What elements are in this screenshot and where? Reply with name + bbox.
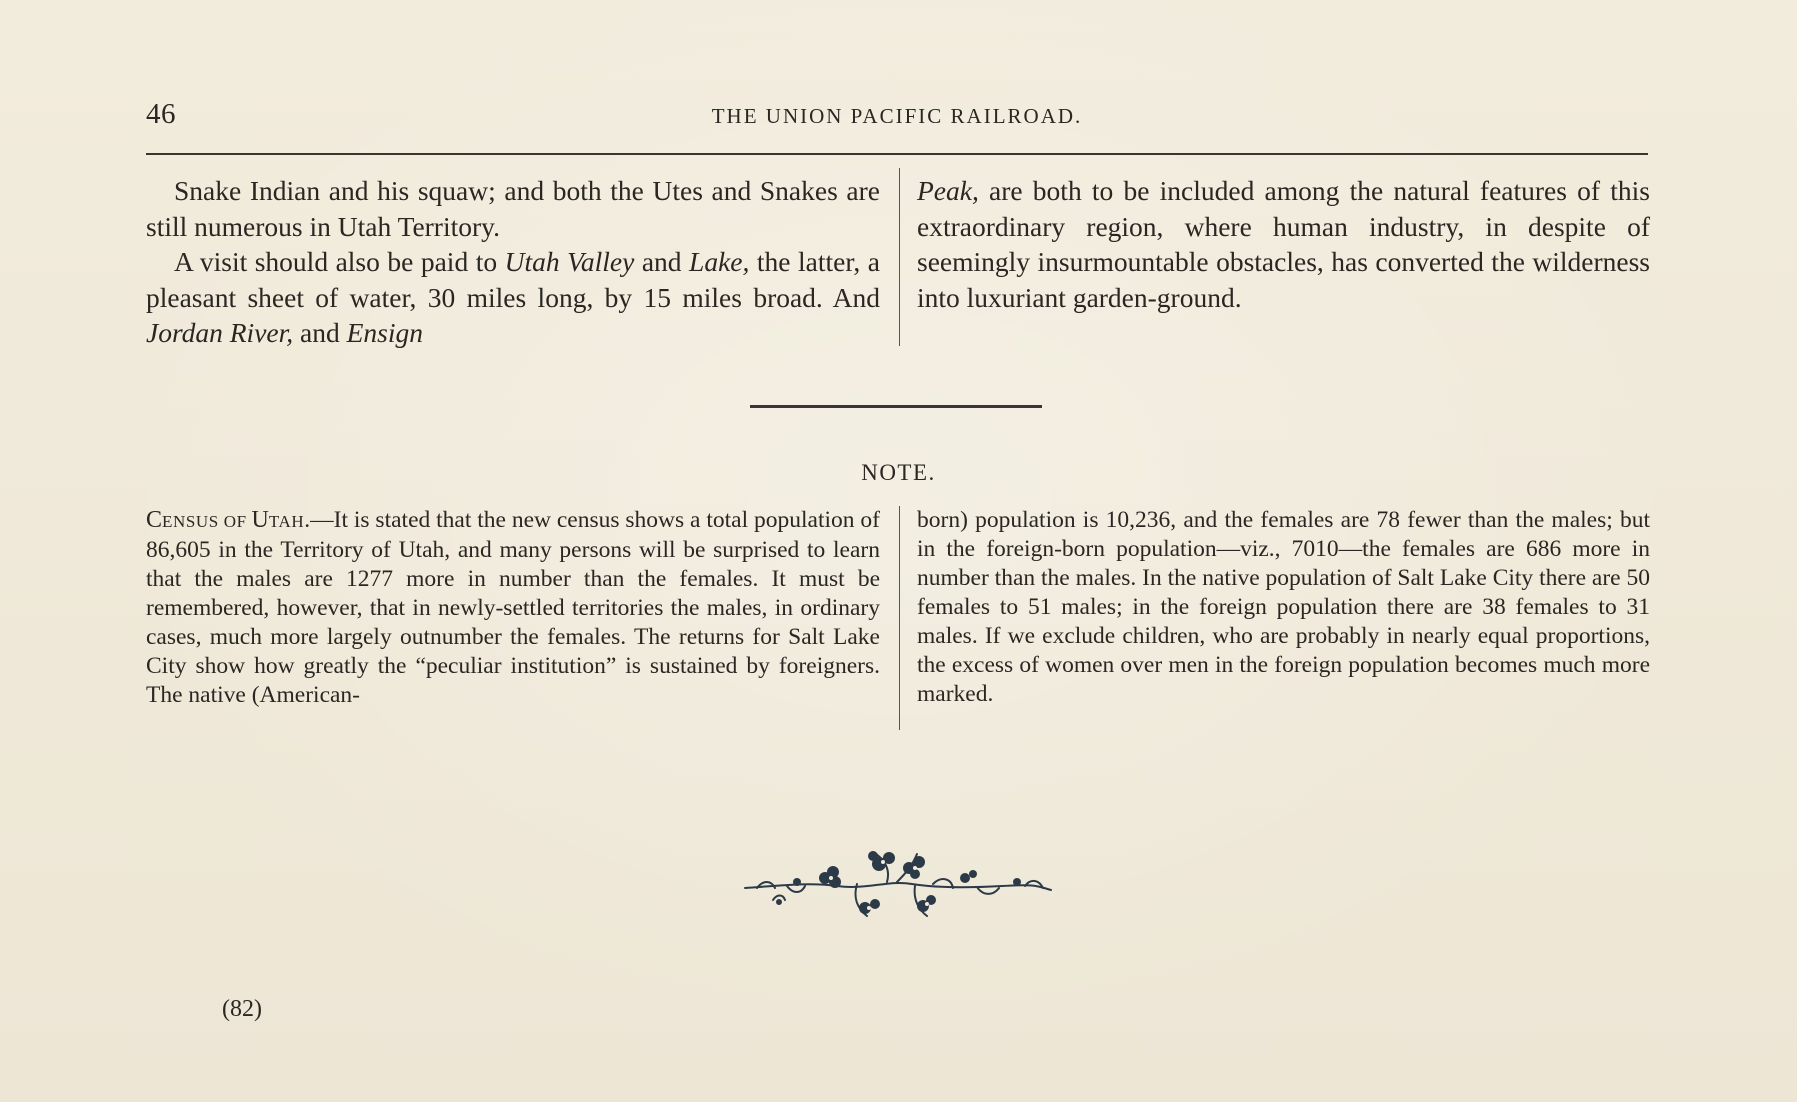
note-lead-u: U [251,507,269,533]
body-paragraph-2 [146,244,880,351]
note-text-right: born) population is 10,236, and the females are 78 fewer than the males; but in the foreign-born population—viz., 7010—the females are 686 more in number than the males. In the native population of Salt Lake City there are 50 females to 51 males; in the foreign population there are 38 females to 31 males. If we exclude children, who are probably in nearly equal proportions, the excess of women over men in the foreign population becomes much more marked. [917,507,1650,707]
place-utah-valley: Utah Valley [504,246,635,277]
running-head [146,98,1648,138]
body-text: the latter, a pleasant sheet of water, 30 miles long, by 15 miles broad. And [146,246,880,313]
column-divider-top [899,168,900,346]
note-lead-c: C [146,507,163,533]
note-text-left: It is stated that the new census shows a total population of 86,605 in the Territory of Utah, and many persons will be surprised to learn that the males are 1277 more in number than the females. It must be remembered, however, that in newly-settled territories the males, in ordinary cases, much more largely outnumber the females. The returns for Salt Lake City show how greatly the “peculiar institution” is sustained by foreigners. The native (American- [146,507,880,708]
body-text: are both to be included among the natural features of this extraordinary region, where human industry, in despite of seemingly insurmountable obstacles, has converted the wilderness into luxuriant garden-ground. [917,175,1650,313]
floral-vine-ornament-icon [737,842,1057,932]
note-column-right [917,506,1650,709]
plate-number: (82) [222,996,262,1022]
place-jordan-river: Jordan River, [146,317,294,348]
body-paragraph-3 [917,173,1650,315]
body-column-left [146,173,880,351]
page-number: 46 [146,98,176,130]
header-rule [146,153,1648,155]
place-peak: Peak, [917,175,979,206]
section-rule [750,405,1042,408]
note-heading: NOTE. [861,460,936,485]
note-lead-of: OF [218,512,252,531]
note-lead-punct: .— [304,507,334,533]
body-text: A visit should also be paid to [174,246,505,277]
note-column-left [146,506,880,710]
note-paragraph-left [146,506,880,710]
column-divider-bottom [899,506,900,730]
note-lead-tah: TAH [268,512,305,531]
body-paragraph-1: Snake Indian and his squaw; and both the Utes and Snakes are still numerous in Utah Territory. [146,175,880,242]
running-title: THE UNION PACIFIC RAILROAD. [711,104,1083,128]
body-text: and [293,317,347,348]
note-lead-ensus: ENSUS [162,512,219,531]
body-text: and [634,246,690,277]
body-column-right [917,173,1650,315]
place-ensign: Ensign [346,317,424,348]
place-lake: Lake, [689,246,750,277]
